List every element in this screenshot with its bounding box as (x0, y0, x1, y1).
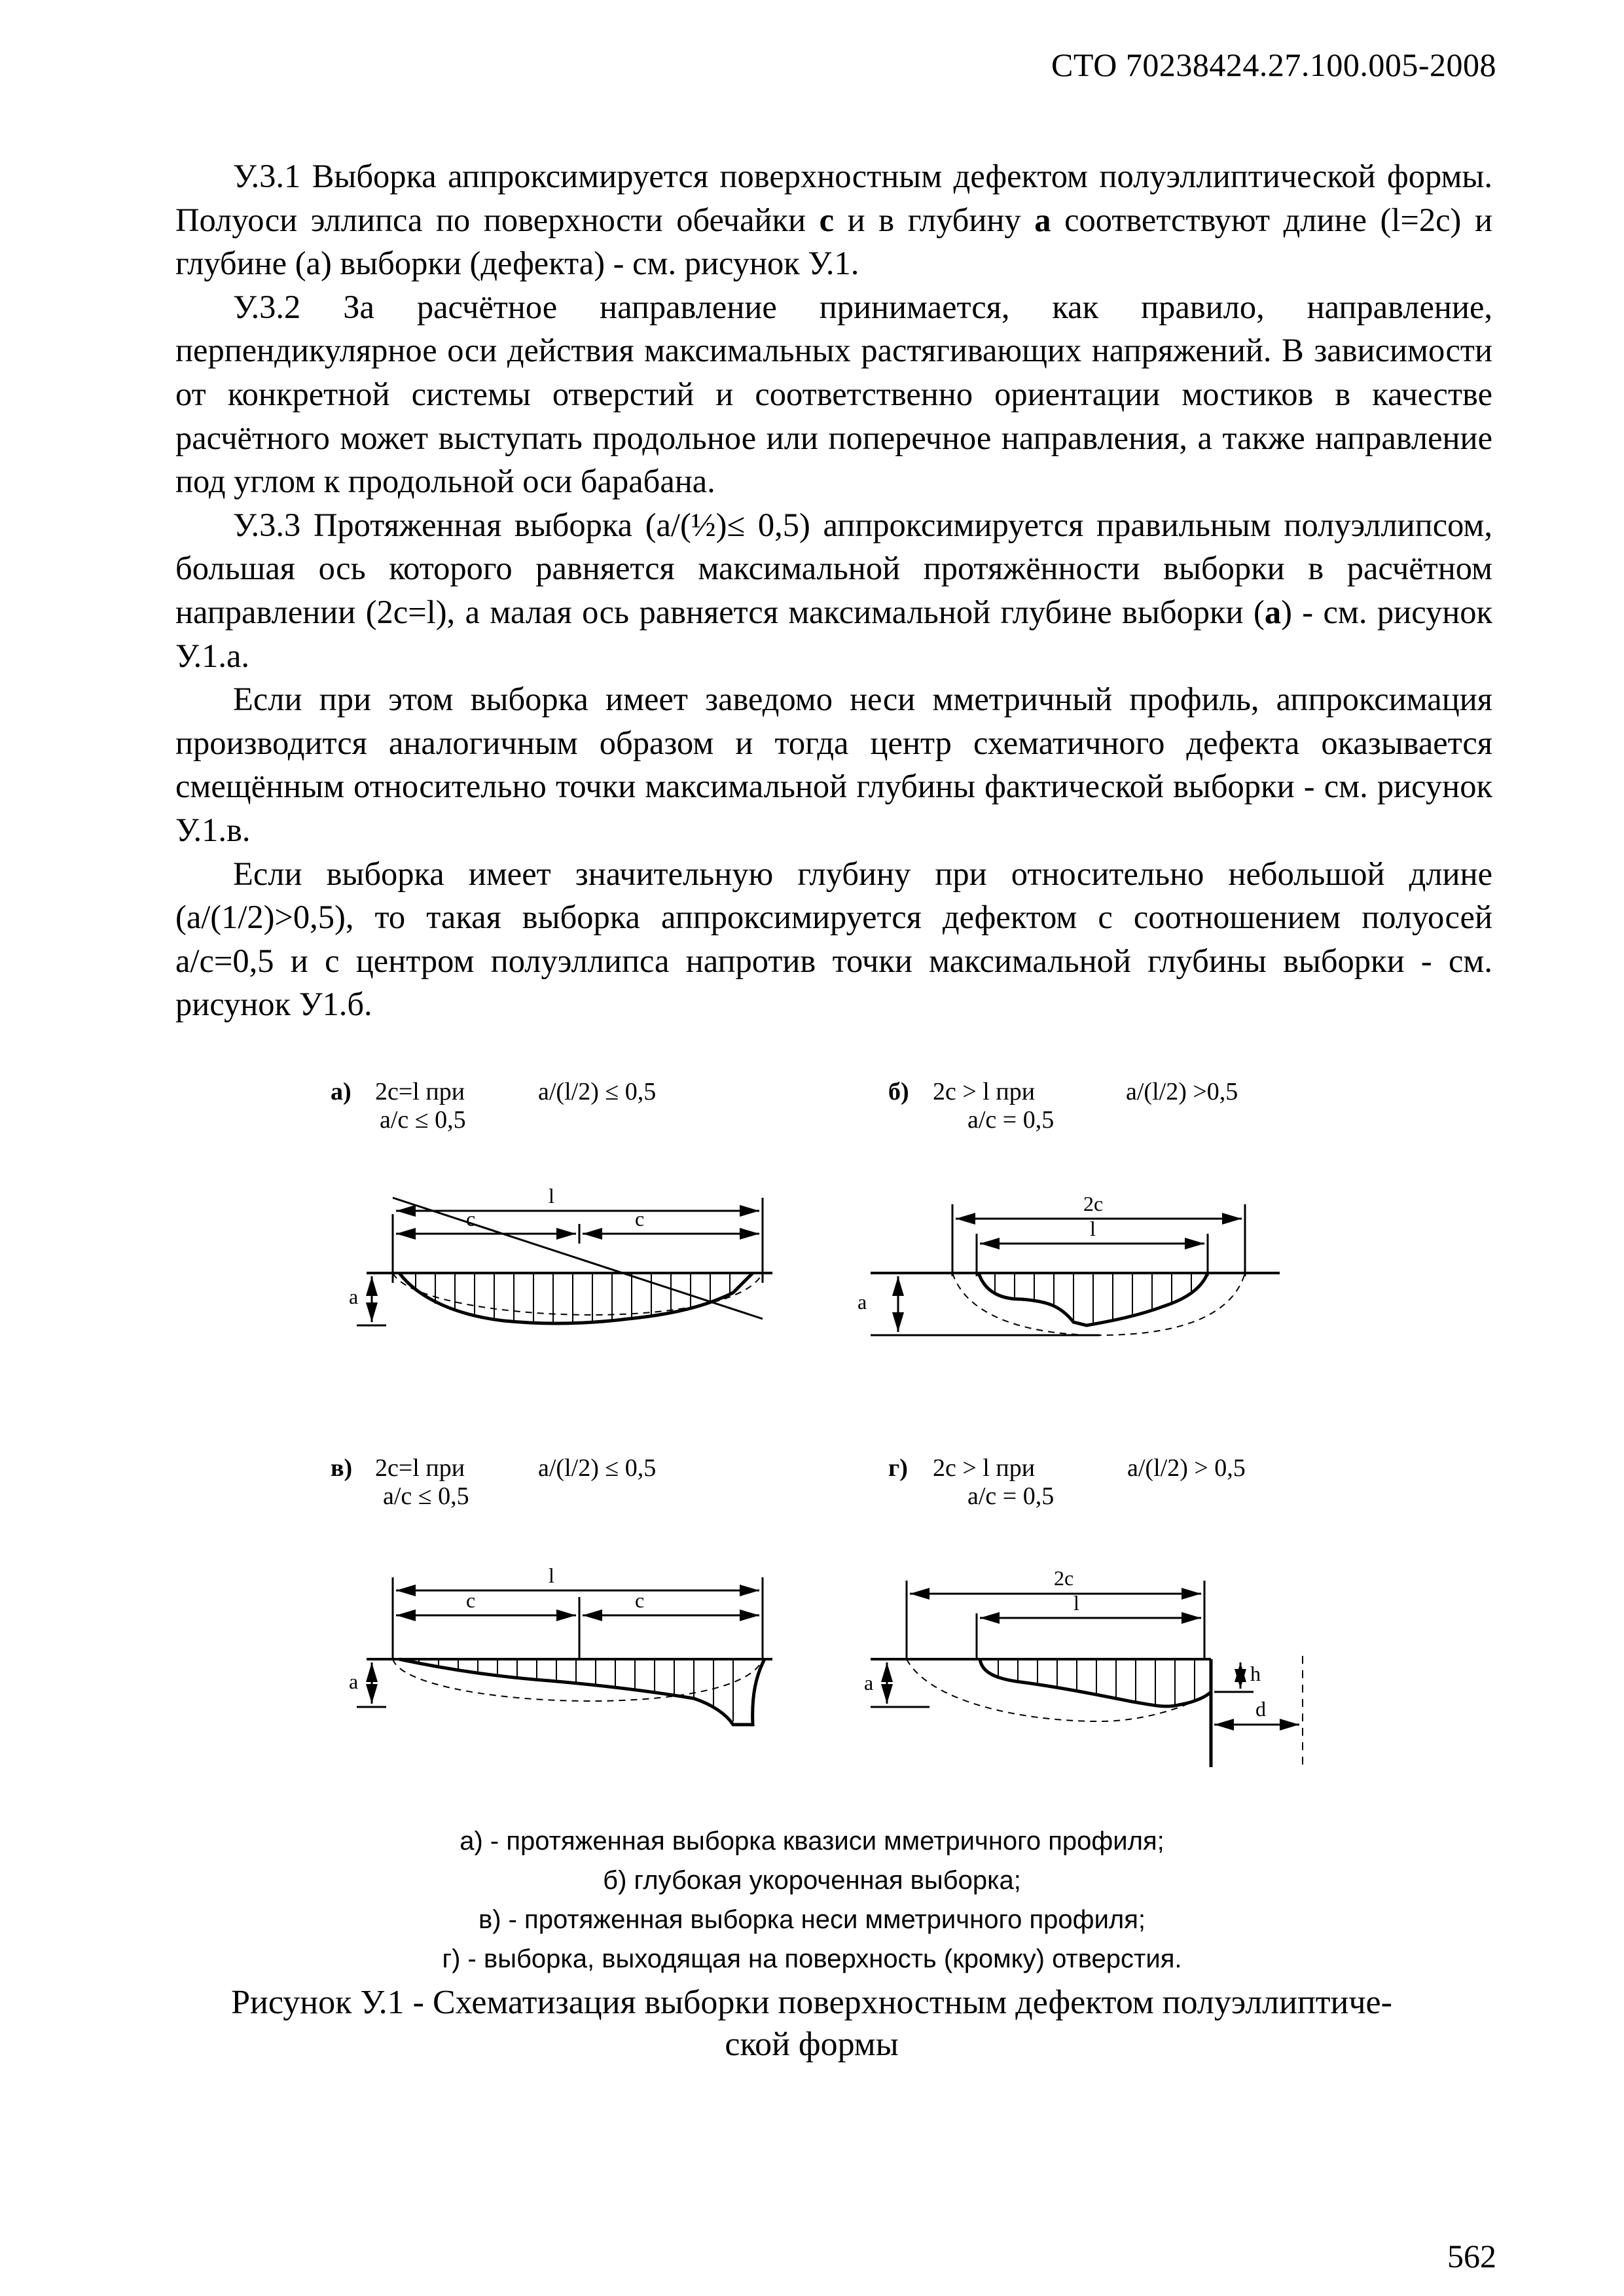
panel-g-dim-l: l (1074, 1591, 1079, 1615)
panel-b-line2: a/c = 0,5 (967, 1106, 1055, 1134)
panel-b (857, 1078, 1280, 1335)
panel-a-dim-c1: c (466, 1207, 476, 1230)
panel-a (331, 1078, 772, 1325)
page-number: 562 (1447, 2238, 1496, 2274)
body-text (175, 154, 1492, 1026)
panel-v-dim-c2: c (635, 1588, 645, 1612)
panel-b-dim-a: a (857, 1290, 867, 1314)
panel-g-dim-2c: 2c (1054, 1566, 1074, 1590)
panel-g-letter: г) (888, 1454, 908, 1482)
panel-v-line2: a/c ≤ 0,5 (383, 1482, 469, 1510)
panel-b-dim-l: l (1090, 1217, 1096, 1240)
note-a: а) - протяженная выборка квазиси мметричного профиля; (460, 1827, 1164, 1856)
panel-a-dim-l: l (549, 1184, 554, 1208)
panel-b-line1: 2c > l при (933, 1078, 1036, 1105)
note-g: г) - выборка, выходящая на поверхность (кромку) отверстия. (442, 1945, 1182, 1973)
note-v: в) - протяженная выборка неси мметричного профиля; (478, 1905, 1146, 1934)
panel-a-letter: а) (331, 1078, 352, 1105)
panel-g-dim-d: d (1255, 1697, 1266, 1721)
panel-a-dim-c2: c (635, 1207, 645, 1230)
paragraph-u31: У.3.1 Выборка аппроксимируется поверхностным дефектом полуэллиптической формы. Полуоси эллипса по поверхности обечайки c и в глубину a соответствуют длине (l=2c) и глубине (a) выборки (дефекта) - см. рисунок У.1. (175, 158, 1492, 282)
paragraph-deep: Если выборка имеет значительную глубину при относительно небольшой длине (a/(1/2)>0,5), то такая выборка аппроксимируется дефектом с соотношением полуосей a/c=0,5 и с центром полуэллипса напротив точки максимальной глубины выборки - см. рисунок У1.б. (175, 855, 1492, 1023)
caption-line1: Рисунок У.1 - Схематизация выборки поверхностным дефектом полуэллиптиче- (231, 1984, 1392, 2021)
panel-g-dim-h: h (1250, 1662, 1261, 1685)
panel-a-dim-a: a (349, 1285, 359, 1308)
panel-v-line1: 2c=l при (375, 1454, 465, 1482)
panel-v-condition: a/(l/2) ≤ 0,5 (538, 1454, 657, 1482)
panel-v-dim-a: a (349, 1670, 359, 1693)
panel-g-dim-a: a (864, 1671, 874, 1695)
panel-g-condition: a/(l/2) > 0,5 (1127, 1454, 1246, 1482)
panel-a-line1: 2c=l при (375, 1078, 465, 1105)
panel-b-dim-2c: 2c (1083, 1192, 1104, 1215)
figure-notes (0, 1821, 1624, 1979)
panel-b-letter: б) (888, 1078, 909, 1105)
panel-b-condition: a/(l/2) >0,5 (1126, 1078, 1238, 1105)
panel-a-line2: a/c ≤ 0,5 (380, 1106, 466, 1134)
figure-u1 (0, 1047, 1624, 1806)
paragraph-u33: У.3.3 Протяженная выборка (a/(½)≤ 0,5) аппроксимируется правильным полуэллипсом, большая ось которого равняется максимальной протяжённости выборки в расчётном направлении (2c=l), а малая ось равняется максимальной глубине выборки (a) - см. рисунок У.1.а. (175, 506, 1492, 674)
figure-caption (151, 1982, 1473, 2066)
panel-a-condition: a/(l/2) ≤ 0,5 (538, 1078, 657, 1105)
panel-v-letter: в) (331, 1454, 353, 1482)
panel-v-dim-c1: c (466, 1588, 476, 1612)
panel-v-dim-l: l (549, 1564, 554, 1587)
figure-u1-drawing (0, 1047, 1624, 1806)
panel-g-line2: a/c = 0,5 (967, 1482, 1055, 1510)
panel-g (864, 1454, 1303, 1767)
paragraph-u32: У.3.2 За расчётное направление принимается, как правило, направление, перпендикулярное оси действия максимальных растягивающих напряжений. В зависимости от конкретной системы отверстий и соответственно ориентации мостиков в качестве расчётного может выступать продольное или поперечное направления, а также направление под углом к продольной оси барабана. (175, 288, 1492, 500)
panel-v (331, 1454, 772, 1725)
caption-line2: ской формы (725, 2026, 899, 2063)
document-code: СТО 70238424.27.100.005-2008 (1051, 46, 1496, 83)
paragraph-asymmetric: Если при этом выборка имеет заведомо неси мметричный профиль, аппроксимация производится аналогичным образом и тогда центр схематичного дефекта оказывается смещённым относительно точки максимальной глубины фактической выборки - см. рисунок У.1.в. (175, 681, 1492, 848)
panel-g-line1: 2c > l при (933, 1454, 1036, 1482)
note-b: б) глубокая укороченная выборка; (603, 1866, 1021, 1895)
